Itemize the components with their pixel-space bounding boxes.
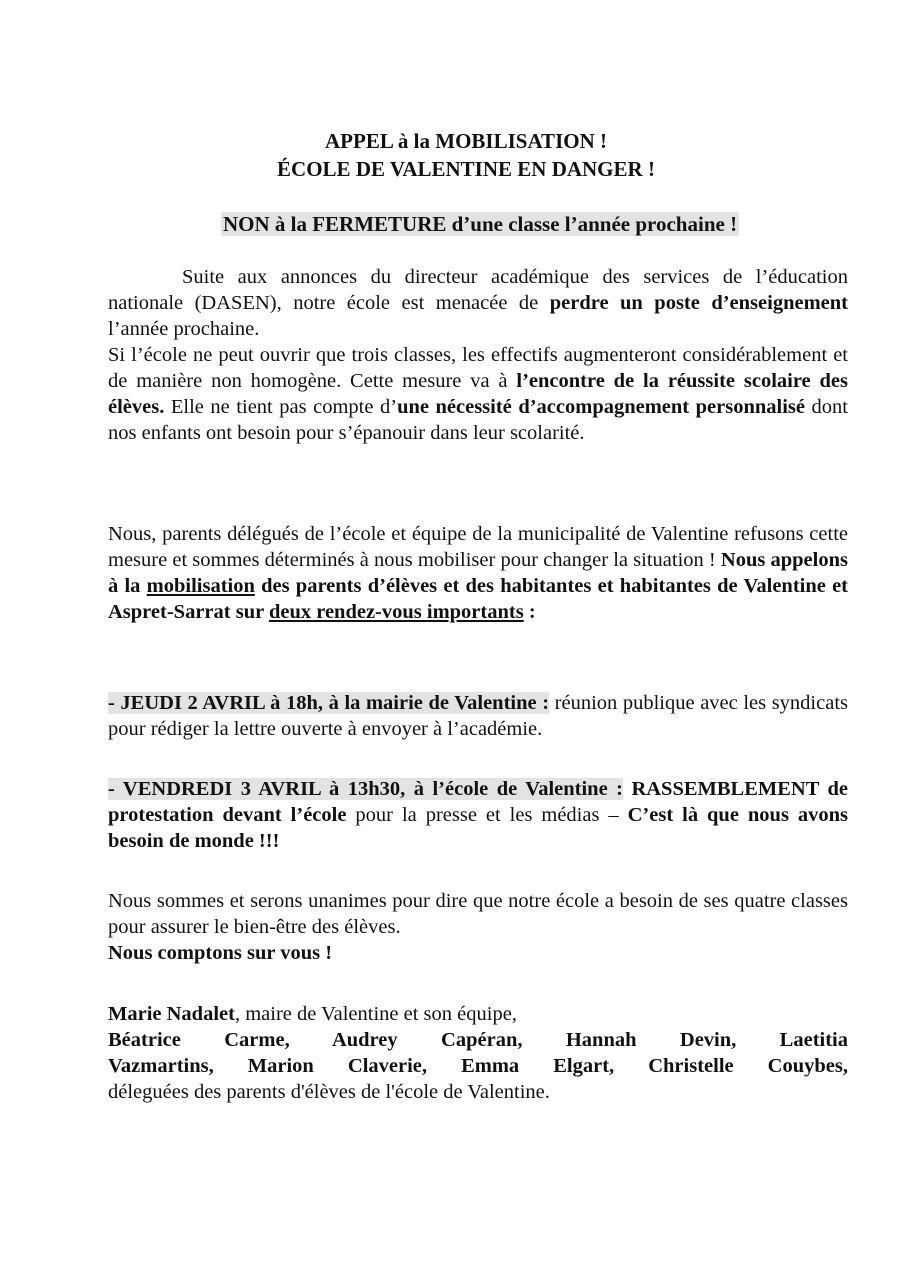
delegates-role: déleguées des parents d'élèves de l'école de Valentine. <box>108 1081 550 1103</box>
call-bold-end: : <box>523 601 536 623</box>
title-line-2: ÉCOLE DE VALENTINE EN DANGER ! <box>277 157 655 181</box>
event-2-lead: - VENDREDI 3 AVRIL à 13h30, à l’école de Valentine : <box>108 778 623 800</box>
subtitle-block <box>0 210 900 238</box>
mayor-line <box>108 1001 848 1027</box>
closing-paragraph <box>108 888 848 966</box>
call-rendezvous: deux rendez-vous importants <box>268 601 524 623</box>
intro-paragraph <box>108 264 848 446</box>
consequence-text-end: dont nos enfants ont besoin pour s’épanouir dans leur scolarité. <box>108 396 848 444</box>
mayor-name: Marie Nadalet <box>108 1003 235 1025</box>
mayor-role: , maire de Valentine et son équipe, <box>234 1003 517 1025</box>
call-bold-mid: des parents d’élèves et des habitantes et habitantes de Valentine et Aspret-Sarrat sur <box>108 575 848 623</box>
call-paragraph <box>108 521 848 625</box>
call-bold-lead: Nous appelons à la <box>108 549 848 597</box>
closing-text: Nous sommes et serons unanimes pour dire que notre école a besoin de ses quatre classes pour assurer le bien-être des élèves. <box>108 890 848 938</box>
consequence-text-2: Elle ne tient pas compte d’ <box>164 396 398 418</box>
consequence-emphasis-2: une nécessité d’accompagnement personnalisé <box>397 396 805 418</box>
event-1-lead: - JEUDI 2 AVRIL à 18h, à la mairie de Valentine : <box>108 692 550 714</box>
intro-text-end: l’année prochaine. <box>108 318 260 340</box>
event-2-text: pour la presse et les médias – <box>346 804 628 826</box>
title-line-1: APPEL à la MOBILISATION ! <box>325 129 607 153</box>
consequence-emphasis: l’encontre de la réussite scolaire des élèves. <box>108 370 848 418</box>
delegates-line-2: Vazmartins, Marion Claverie, Emma Elgart, Christelle Couybes, <box>108 1055 848 1077</box>
delegates-line-1: Béatrice Carme, Audrey Capéran, Hannah Devin, Laetitia <box>108 1029 848 1051</box>
event-2-emphasis: C’est là que nous avons besoin de monde !!! <box>108 804 849 852</box>
intro-text: Suite aux annonces du directeur académique des services de l’éducation nationale (DASEN), notre école est menacée de <box>108 266 848 314</box>
closing-bold: Nous comptons sur vous ! <box>108 942 333 964</box>
signatures <box>108 1001 848 1105</box>
intro-emphasis-post: perdre un poste d’enseignement <box>549 292 848 314</box>
event-1 <box>108 690 848 742</box>
event-2 <box>108 776 848 854</box>
call-mobilisation: mobilisation <box>146 575 255 597</box>
consequence-text: Si l’école ne peut ouvrir que trois classes, les effectifs augmenteront considérablement et de manière non homogène. Cette mesure va à <box>108 344 848 392</box>
event-1-text: réunion publique avec les syndicats pour rédiger la lettre ouverte à envoyer à l’académie. <box>108 692 848 740</box>
subtitle: NON à la FERMETURE d’une classe l’année prochaine ! <box>222 212 738 236</box>
event-2-rassemblement: RASSEMBLEMENT de protestation devant l’école <box>108 778 848 826</box>
call-text: Nous, parents délégués de l’école et équipe de la municipalité de Valentine refusons cette mesure et sommes déterminés à nous mobiliser pour changer la situation ! <box>108 523 848 571</box>
